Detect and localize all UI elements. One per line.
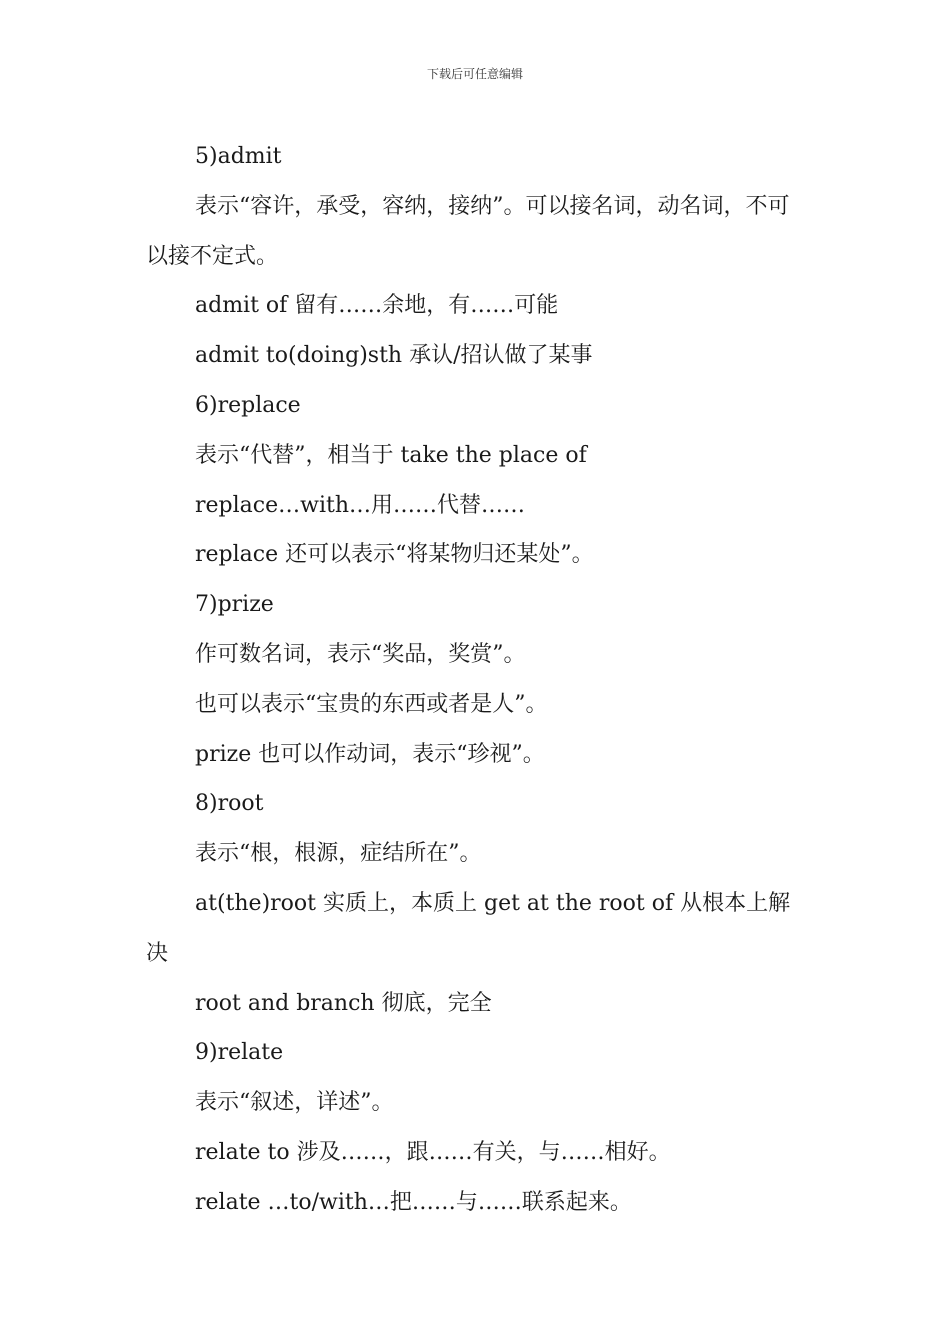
paragraph-replace-meaning: 表示“代替”，相当于 take the place of bbox=[195, 442, 587, 468]
paragraph-prize-verb: prize 也可以作动词，表示“珍视”。 bbox=[195, 741, 545, 767]
paragraph-heading-relate: 9)relate bbox=[195, 1040, 284, 1066]
paragraph-relate-to: relate to 涉及……，跟……有关，与……相好。 bbox=[195, 1139, 671, 1165]
paragraph-admit-meaning: 表示“容许，承受，容纳，接纳”。可以接名词，动名词，不可以接不定式。 bbox=[146, 193, 790, 269]
paragraph-prize-noun: 作可数名词，表示“奖品，奖赏”。 bbox=[195, 641, 526, 667]
paragraph-heading-admit: 5)admit bbox=[195, 144, 282, 169]
paragraph-root-and-branch: root and branch 彻底，完全 bbox=[195, 990, 492, 1016]
document-body bbox=[146, 132, 811, 1228]
paragraph-heading-replace: 6)replace bbox=[195, 392, 301, 418]
paragraph-relate-meaning: 表示“叙述，详述”。 bbox=[195, 1090, 394, 1116]
page-header: 下载后可任意编辑 bbox=[426, 67, 523, 81]
paragraph-heading-root: 8)root bbox=[195, 791, 264, 817]
paragraph-admit-to: admit to(doing)sth 承认/招认做了某事 bbox=[195, 343, 593, 369]
paragraph-replace-with: replace…with…用……代替…… bbox=[195, 492, 525, 518]
paragraph-relate-with: relate …to/with…把……与……联系起来。 bbox=[195, 1189, 632, 1215]
paragraph-heading-prize: 7)prize bbox=[195, 592, 274, 618]
paragraph-root-meaning: 表示“根，根源，症结所在”。 bbox=[195, 841, 482, 867]
paragraph-prize-valuable: 也可以表示“宝贵的东西或者是人”。 bbox=[195, 691, 548, 717]
paragraph-replace-return: replace 还可以表示“将某物归还某处”。 bbox=[195, 542, 594, 568]
paragraph-admit-of: admit of 留有……余地，有……可能 bbox=[195, 293, 559, 319]
paragraph-root-phrases: at(the)root 实质上，本质上 get at the root of 从根本上解决 bbox=[146, 890, 791, 966]
